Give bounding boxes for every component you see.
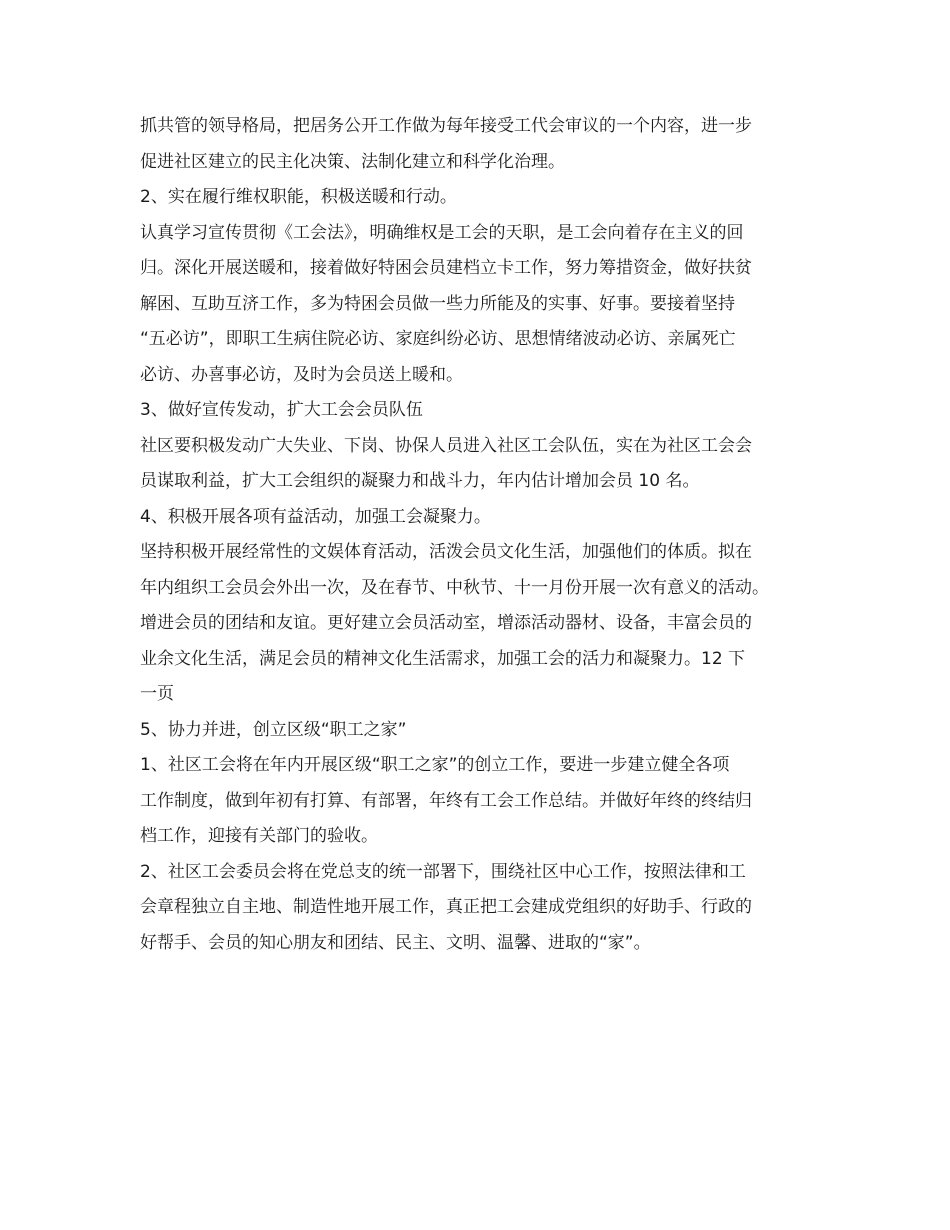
text-line: 会章程独立自主地、制造性地开展工作，真正把工会建成党组织的好助手、行政的: [140, 897, 752, 917]
text-line: 解困、互助互济工作，多为特困会员做一些力所能及的实事、好事。要接着坚持: [140, 293, 735, 314]
text-line: 1、社区工会将在年内开展区级“职工之家”的创立工作，要进一步建立健全各项: [140, 755, 730, 775]
section-heading: 2、实在履行维权职能，积极送暖和行动。: [140, 187, 457, 207]
text-line: 工作制度，做到年初有打算、有部署，年终有工会工作总结。并做好年终的终结归: [140, 790, 752, 811]
text-line: 促进社区建立的民主化决策、法制化建立和科学化治理。: [140, 151, 565, 172]
text-line: 2、社区工会委员会将在党总支的统一部署下，围绕社区中心工作，按照法律和工: [140, 861, 746, 882]
text-line: 归。深化开展送暖和，接着做好特困会员建档立卡工作，努力筹措资金，做好扶贫: [140, 258, 752, 278]
text-line: 档工作，迎接有关部门的验收。: [140, 826, 378, 846]
section-heading: 3、做好宣传发动，扩大工会会员队伍: [140, 400, 423, 420]
text-line: 坚持积极开展经常性的文娱体育活动，活泼会员文化生活，加强他们的体质。拟在: [140, 542, 752, 562]
document-body: [140, 109, 820, 961]
text-line: 抓共管的领导格局，把居务公开工作做为每年接受工代会审议的一个内容，进一步: [140, 116, 752, 136]
text-line: 好帮手、会员的知心朋友和团结、民主、文明、温馨、进取的“家”。: [140, 932, 651, 953]
text-line: 增进会员的团结和友谊。更好建立会员活动室，增添活动器材、设备，丰富会员的: [140, 613, 752, 633]
text-line: 员谋取利益，扩大工会组织的凝聚力和战斗力，年内估计增加会员 10 名。: [140, 471, 700, 491]
text-line: 业余文化生活，满足会员的精神文化生活需求，加强工会的活力和凝聚力。12 下: [140, 648, 746, 669]
text-line: 必访、办喜事必访，及时为会员送上暖和。: [140, 364, 463, 385]
text-line: 认真学习宣传贯彻《工会法》，明确维权是工会的天职，是工会向着存在主义的回: [140, 222, 744, 243]
text-line: “五必访”，即职工生病住院必访、家庭纠纷必访、思想情绪波动必访、亲属死亡: [140, 329, 736, 349]
text-line: 一页: [140, 684, 174, 704]
text-line: 年内组织工会员会外出一次，及在春节、中秋节、十一月份开展一次有意义的活动。: [140, 577, 769, 598]
section-heading: 4、积极开展各项有益活动，加强工会凝聚力。: [140, 506, 491, 527]
text-line: 社区要积极发动广大失业、下岗、协保人员进入社区工会队伍，实在为社区工会会: [140, 435, 752, 456]
section-heading: 5、协力并进，创立区级“职工之家”: [140, 719, 407, 740]
